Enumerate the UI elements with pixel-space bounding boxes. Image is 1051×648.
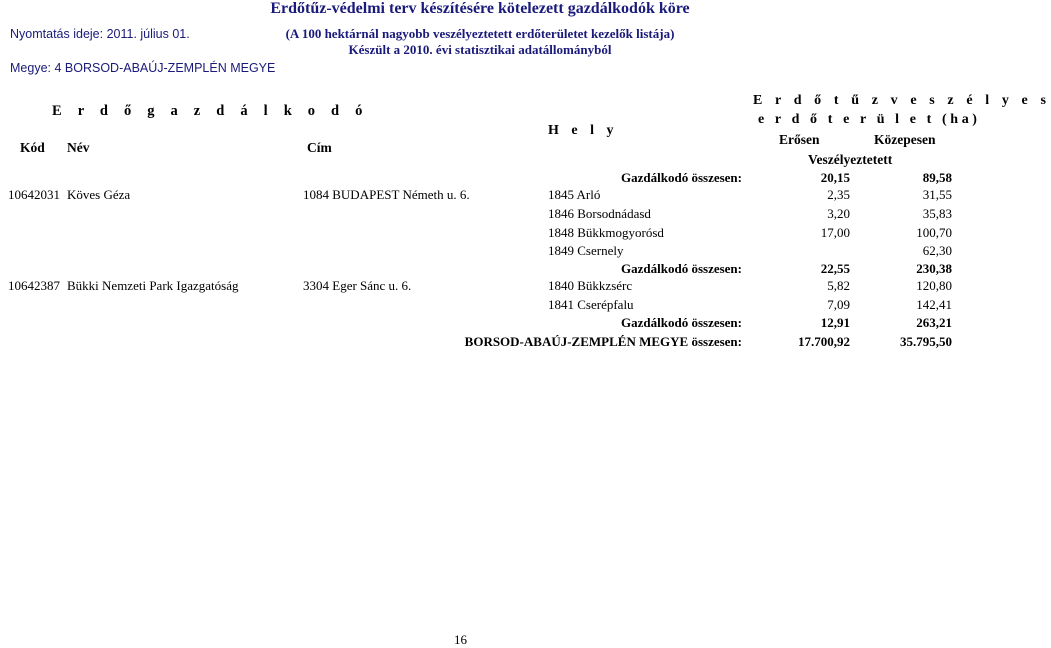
place-strong: 5,82 bbox=[827, 278, 850, 293]
place-name: 1841 Cserépfalu bbox=[548, 297, 634, 312]
place-medium: 31,55 bbox=[922, 187, 952, 202]
county-label: Megye: 4 BORSOD-ABAÚJ-ZEMPLÉN MEGYE bbox=[10, 61, 276, 75]
county-total-label: BORSOD-ABAÚJ-ZEMPLÉN MEGYE összesen: bbox=[464, 334, 742, 349]
endangered-header: Veszélyeztetett bbox=[808, 152, 893, 167]
manager-address: 1084 BUDAPEST Németh u. 6. bbox=[303, 187, 470, 202]
name-header: Név bbox=[67, 140, 90, 155]
place-name: 1848 Bükkmogyorósd bbox=[548, 225, 664, 240]
page-title: Erdőtűz-védelmi terv készítésére kötelezett gazdálkodók köre bbox=[270, 0, 690, 17]
address-header: Cím bbox=[307, 140, 332, 155]
manager-total-medium: 230,38 bbox=[916, 261, 952, 276]
place-medium: 62,30 bbox=[922, 243, 952, 258]
place-medium: 142,41 bbox=[916, 297, 952, 312]
manager-header: E r d ő g a z d á l k o d ó bbox=[52, 103, 369, 119]
place-name: 1846 Borsodnádasd bbox=[548, 206, 651, 221]
county-total-strong: 17.700,92 bbox=[798, 334, 850, 349]
strong-header: Erősen bbox=[779, 132, 820, 147]
place-name: 1849 Csernely bbox=[548, 243, 624, 258]
subtitle-scope: (A 100 hektárnál nagyobb veszélyeztetett erdőterületet kezelők listája) bbox=[285, 26, 675, 41]
manager-total-medium: 263,21 bbox=[916, 315, 952, 330]
subtitle-source: Készült a 2010. évi statisztikai adatállományból bbox=[348, 42, 612, 57]
county-total-medium: 35.795,50 bbox=[900, 334, 952, 349]
area-header-line2: e r d ő t e r ü l e t (ha) bbox=[758, 112, 981, 127]
summary-strong: 20,15 bbox=[820, 170, 850, 185]
manager-address: 3304 Eger Sánc u. 6. bbox=[303, 278, 412, 293]
place-medium: 35,83 bbox=[922, 206, 952, 221]
manager-total-strong: 12,91 bbox=[820, 315, 850, 330]
medium-header: Közepesen bbox=[874, 132, 936, 147]
manager-total-strong: 22,55 bbox=[820, 261, 850, 276]
place-strong: 2,35 bbox=[827, 187, 850, 202]
manager-name: Köves Géza bbox=[67, 187, 131, 202]
summary-label: Gazdálkodó összesen: bbox=[621, 315, 742, 330]
place-strong: 7,09 bbox=[827, 297, 850, 312]
print-date: Nyomtatás ideje: 2011. július 01. bbox=[10, 27, 190, 41]
manager-code: 10642031 bbox=[8, 187, 60, 202]
place-name: 1845 Arló bbox=[548, 187, 601, 202]
place-strong: 17,00 bbox=[820, 225, 850, 240]
summary-label: Gazdálkodó összesen: bbox=[621, 261, 742, 276]
place-strong: 3,20 bbox=[827, 206, 850, 221]
place-name: 1840 Bükkzsérc bbox=[548, 278, 633, 293]
code-header: Kód bbox=[20, 140, 45, 155]
area-header-line1: E r d ő t ű z v e s z é l y e s bbox=[753, 93, 1051, 108]
page-number: 16 bbox=[454, 632, 467, 647]
summary-label: Gazdálkodó összesen: bbox=[621, 170, 742, 185]
place-medium: 100,70 bbox=[916, 225, 952, 240]
place-header: H e l y bbox=[548, 123, 618, 138]
place-medium: 120,80 bbox=[916, 278, 952, 293]
summary-medium: 89,58 bbox=[922, 170, 952, 185]
manager-name: Bükki Nemzeti Park Igazgatóság bbox=[67, 278, 239, 293]
manager-code: 10642387 bbox=[8, 278, 60, 293]
